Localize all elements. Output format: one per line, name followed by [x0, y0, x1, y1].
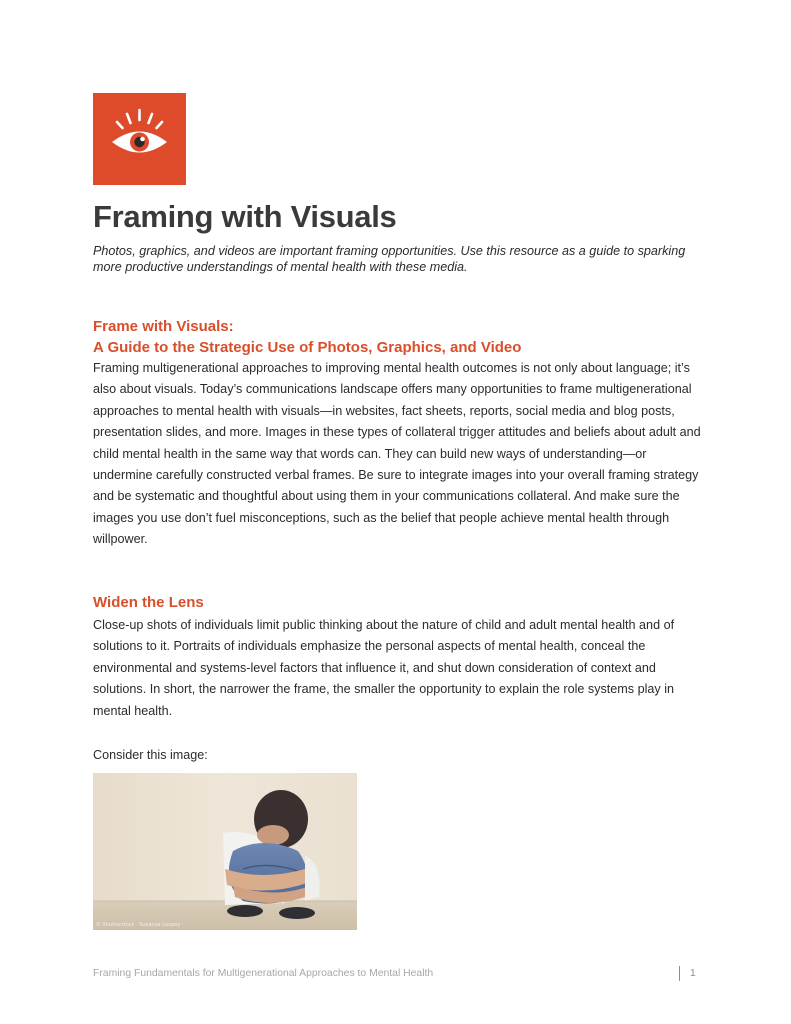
photo-credit: © Shutterstock · Sukanya Loupey: [96, 922, 181, 928]
footer-text: Framing Fundamentals for Multigenerational Approaches to Mental Health: [93, 968, 434, 979]
section-body-widen-the-lens: Close-up shots of individuals limit public thinking about the nature of child and adult mental health and of solutions to it. Portraits of individuals emphasize the personal aspects of mental health, conceal the environmental and systems-level factors that influence it, and shut down consideration of context and solutions. In short, the narrower the frame, the smaller the opportunity to explain the role systems play in mental health.: [93, 618, 675, 718]
section-heading-guide: A Guide to the Strategic Use of Photos, Graphics, and Video: [93, 339, 522, 356]
page-subtitle: Photos, graphics, and videos are important framing opportunities. Use this resource as a guide to sparking more productive understandings of mental health with these media.: [93, 244, 686, 274]
section-body-frame-with-visuals: Framing multigenerational approaches to improving mental health outcomes is not only about language; it’s also about visuals. Today’s communications landscape offers many opportunities to frame multigenerational approaches to mental health with visuals—in websites, fact sheets, reports, social media and blog posts, presentation slides, and more. Images in these types of collateral trigger attitudes and beliefs about adult and child mental health in the same way that words can. They can build new ways of understanding—or undermine carefully constructed verbal frames. Be sure to integrate images into your overall framing strategy and be systematic and thoughtful about using them in your communications collateral. And make sure the images you use don’t fuel misconceptions, such as the belief that people achieve mental health through willpower.: [93, 361, 701, 547]
image-lead-in: Consider this image:: [93, 748, 208, 762]
logo-tile: [93, 93, 186, 185]
example-photo: [93, 773, 357, 930]
section-heading-widen-the-lens: Widen the Lens: [93, 594, 204, 611]
boy-hugging-knees-illustration: [93, 773, 357, 930]
eye-icon: [93, 93, 186, 185]
section-heading-frame-with-visuals: Frame with Visuals:: [93, 318, 234, 335]
footer-separator: [679, 966, 680, 981]
page-title: Framing with Visuals: [93, 199, 397, 234]
page-number: 1: [690, 968, 696, 979]
